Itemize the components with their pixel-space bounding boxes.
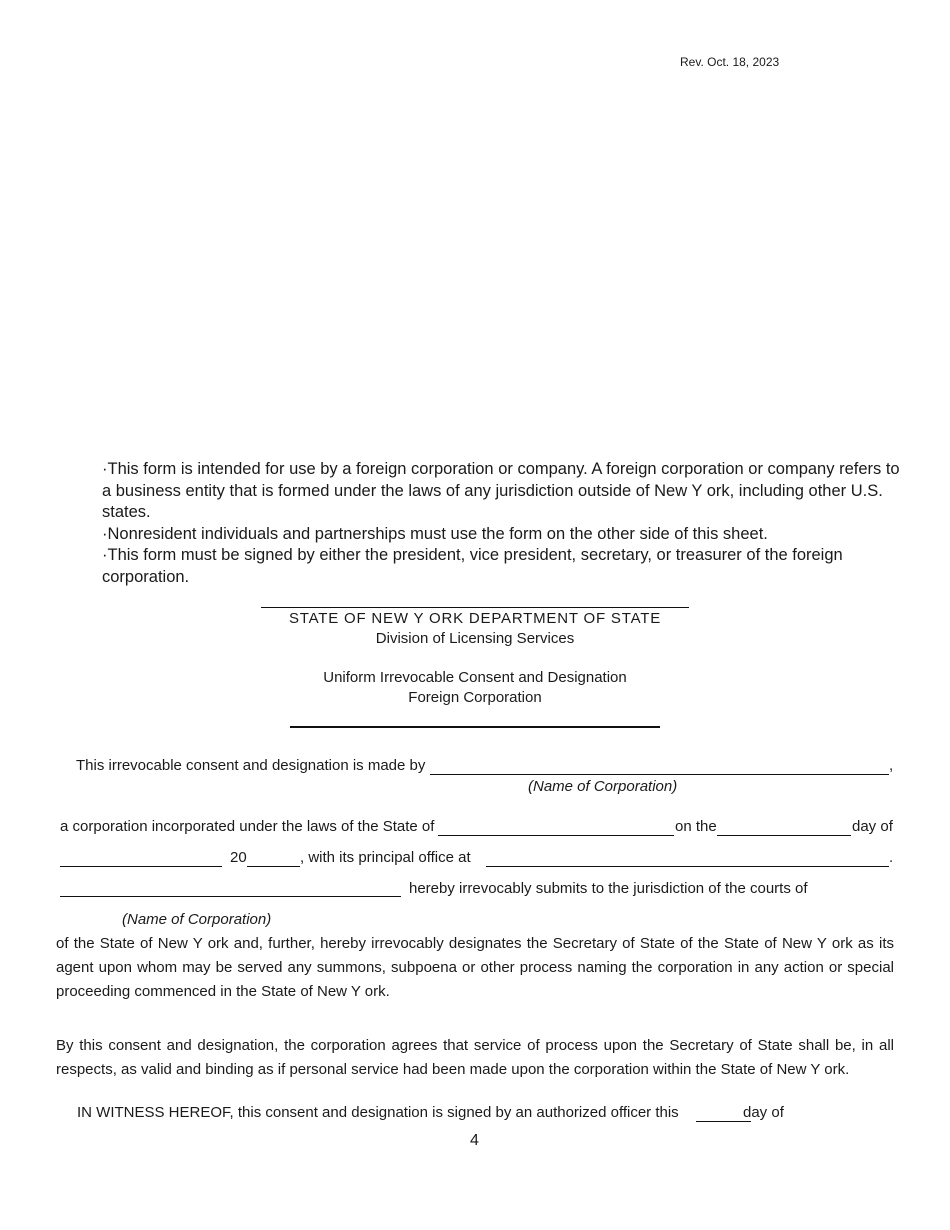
page-number: 4 — [470, 1132, 479, 1149]
line2-on-the: on the — [675, 818, 717, 835]
line1-text: This irrevocable consent and designation is made by — [76, 757, 426, 774]
title-bottom-rule — [290, 726, 660, 728]
line2-text: a corporation incorporated under the laws of the State of — [60, 818, 435, 835]
department-title: STATE OF NEW Y ORK DEPARTMENT OF STATE — [288, 610, 662, 627]
title-top-rule — [261, 607, 689, 608]
incorporation-day-field[interactable] — [717, 835, 851, 836]
instruction-item: ·Nonresident individuals and partnerships must use the form on the other side of this sheet. — [102, 524, 768, 543]
year-prefix: 20 — [230, 849, 247, 866]
witness-text: IN WITNESS HEREOF, this consent and designation is signed by an authorized officer this — [77, 1104, 679, 1121]
corporation-name-field[interactable] — [430, 774, 889, 775]
designation-text: of the State of New Y ork and, further, hereby irrevocably designates the Secretary of State of the State of New Y ork as its agent upon whom may be served any summons, subpoena or other process naming the corporation in any action or special proceeding commenced in the State of New Y ork. — [56, 935, 894, 1000]
line1-comma: , — [889, 757, 894, 774]
instruction-item: ·This form is intended for use by a foreign corporation or company. A foreign corporation or company refers to a business entity that is formed under the laws of any jurisdiction outside of New Y ork, including other U.S. states. — [102, 460, 900, 522]
division-title: Division of Licensing Services — [375, 630, 575, 647]
consent-text: By this consent and designation, the corporation agrees that service of process upon the Secretary of State shall be, in all respects, as valid and binding as if personal service had been made upon the corporation within the State of New Y ork. — [56, 1037, 894, 1078]
corporation-name-field-2[interactable] — [60, 896, 401, 897]
revision-date: Rev. Oct. 18, 2023 — [680, 55, 780, 69]
witness-day-of: day of — [743, 1104, 784, 1121]
incorporation-month-field[interactable] — [60, 866, 222, 867]
line3-office-text: , with its principal office at — [300, 849, 471, 866]
line2-day-of: day of — [852, 818, 893, 835]
line3-period: . — [889, 849, 894, 866]
designation-paragraph — [56, 932, 894, 1004]
line4-text: hereby irrevocably submits to the jurisdiction of the courts of — [409, 880, 808, 897]
incorporation-state-field[interactable] — [438, 835, 674, 836]
witness-day-field[interactable] — [696, 1121, 751, 1122]
name-caption-2: (Name of Corporation) — [122, 911, 272, 928]
incorporation-year-field[interactable] — [247, 866, 300, 867]
form-type: Foreign Corporation — [408, 689, 542, 706]
form-name: Uniform Irrevocable Consent and Designation — [323, 669, 627, 686]
instruction-item: ·This form must be signed by either the president, vice president, secretary, or treasurer of the foreign corporation. — [102, 546, 843, 586]
principal-office-field[interactable] — [486, 866, 889, 867]
name-caption-1: (Name of Corporation) — [528, 778, 678, 795]
instructions-list — [102, 459, 902, 589]
consent-paragraph — [56, 1034, 894, 1082]
